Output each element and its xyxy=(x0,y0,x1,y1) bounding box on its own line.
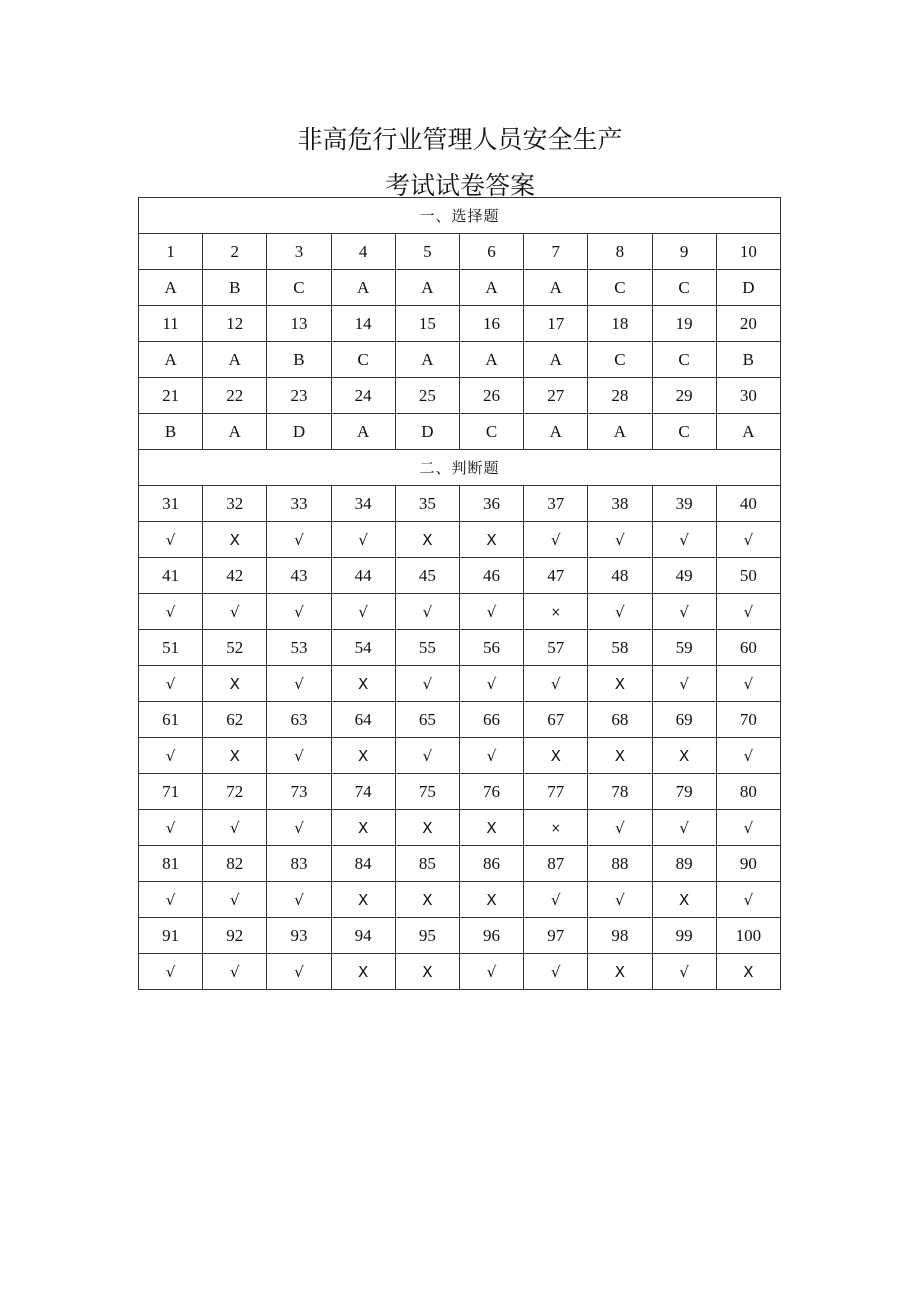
answer-cell: X xyxy=(652,882,716,918)
answer-cell: √ xyxy=(139,522,203,558)
question-number: 51 xyxy=(139,630,203,666)
answer-cell: √ xyxy=(524,666,588,702)
question-number: 44 xyxy=(331,558,395,594)
question-number: 88 xyxy=(588,846,652,882)
question-number: 24 xyxy=(331,378,395,414)
question-number: 34 xyxy=(331,486,395,522)
question-number: 100 xyxy=(716,918,780,954)
question-number: 96 xyxy=(459,918,523,954)
answer-cell: √ xyxy=(267,666,331,702)
question-number: 23 xyxy=(267,378,331,414)
question-number: 40 xyxy=(716,486,780,522)
answer-row xyxy=(139,522,781,558)
question-number: 7 xyxy=(524,234,588,270)
question-number: 99 xyxy=(652,918,716,954)
question-number: 11 xyxy=(139,306,203,342)
answer-cell: √ xyxy=(652,666,716,702)
answer-cell: √ xyxy=(395,738,459,774)
page-subtitle: 考试试卷答案 xyxy=(384,171,535,200)
question-number-row xyxy=(139,918,781,954)
question-number: 1 xyxy=(139,234,203,270)
answer-cell: √ xyxy=(267,594,331,630)
answer-cell: √ xyxy=(139,738,203,774)
answer-cell: X xyxy=(524,738,588,774)
question-number: 56 xyxy=(459,630,523,666)
question-number: 79 xyxy=(652,774,716,810)
question-number-row xyxy=(139,558,781,594)
answer-cell: X xyxy=(459,882,523,918)
question-number: 12 xyxy=(203,306,267,342)
answer-cell: √ xyxy=(652,954,716,990)
answer-cell: B xyxy=(267,342,331,378)
answer-cell: X xyxy=(203,666,267,702)
answer-cell: √ xyxy=(331,594,395,630)
answer-cell: √ xyxy=(716,666,780,702)
question-number: 53 xyxy=(267,630,331,666)
answer-cell: √ xyxy=(588,810,652,846)
answer-cell: X xyxy=(395,954,459,990)
question-number: 94 xyxy=(331,918,395,954)
question-number-row xyxy=(139,378,781,414)
answer-cell: X xyxy=(459,810,523,846)
answer-cell: √ xyxy=(203,810,267,846)
question-number: 10 xyxy=(716,234,780,270)
question-number: 9 xyxy=(652,234,716,270)
answer-cell: √ xyxy=(716,522,780,558)
answer-cell: D xyxy=(395,414,459,450)
answer-cell: X xyxy=(331,666,395,702)
question-number: 35 xyxy=(395,486,459,522)
question-number: 42 xyxy=(203,558,267,594)
answer-cell: √ xyxy=(395,594,459,630)
question-number: 32 xyxy=(203,486,267,522)
answer-cell: √ xyxy=(267,522,331,558)
answer-cell: C xyxy=(267,270,331,306)
question-number: 73 xyxy=(267,774,331,810)
page-title: 非高危行业管理人员安全生产 xyxy=(297,125,623,154)
answer-cell: X xyxy=(395,810,459,846)
question-number: 86 xyxy=(459,846,523,882)
question-number: 60 xyxy=(716,630,780,666)
question-number: 25 xyxy=(395,378,459,414)
answer-cell: A xyxy=(459,270,523,306)
answer-cell: C xyxy=(652,270,716,306)
answer-row xyxy=(139,666,781,702)
answer-cell: C xyxy=(652,342,716,378)
question-number-row xyxy=(139,306,781,342)
question-number: 84 xyxy=(331,846,395,882)
answer-cell: √ xyxy=(267,810,331,846)
answer-row xyxy=(139,594,781,630)
question-number: 13 xyxy=(267,306,331,342)
question-number: 71 xyxy=(139,774,203,810)
question-number: 69 xyxy=(652,702,716,738)
question-number: 61 xyxy=(139,702,203,738)
question-number: 52 xyxy=(203,630,267,666)
section-heading: 一、选择题 xyxy=(139,198,781,234)
question-number-row xyxy=(139,234,781,270)
question-number: 17 xyxy=(524,306,588,342)
question-number: 27 xyxy=(524,378,588,414)
answer-cell: √ xyxy=(395,666,459,702)
question-number: 55 xyxy=(395,630,459,666)
question-number: 39 xyxy=(652,486,716,522)
answer-cell: B xyxy=(139,414,203,450)
answer-cell: A xyxy=(524,342,588,378)
question-number: 80 xyxy=(716,774,780,810)
answer-table xyxy=(138,197,781,990)
answer-cell: √ xyxy=(716,594,780,630)
answer-cell: √ xyxy=(459,738,523,774)
question-number: 57 xyxy=(524,630,588,666)
question-number: 14 xyxy=(331,306,395,342)
section2-header-row xyxy=(139,450,781,486)
answer-cell: √ xyxy=(139,810,203,846)
answer-cell: A xyxy=(395,342,459,378)
answer-cell: √ xyxy=(139,954,203,990)
answer-cell: A xyxy=(716,414,780,450)
question-number: 68 xyxy=(588,702,652,738)
question-number: 58 xyxy=(588,630,652,666)
question-number: 78 xyxy=(588,774,652,810)
question-number: 33 xyxy=(267,486,331,522)
question-number: 76 xyxy=(459,774,523,810)
question-number: 47 xyxy=(524,558,588,594)
answer-cell: X xyxy=(588,666,652,702)
answer-cell: C xyxy=(331,342,395,378)
answer-cell: X xyxy=(331,810,395,846)
question-number: 30 xyxy=(716,378,780,414)
question-number: 72 xyxy=(203,774,267,810)
answer-cell: C xyxy=(588,342,652,378)
question-number: 65 xyxy=(395,702,459,738)
question-number: 64 xyxy=(331,702,395,738)
question-number-row xyxy=(139,702,781,738)
question-number: 16 xyxy=(459,306,523,342)
answer-cell: √ xyxy=(267,882,331,918)
answer-cell: X xyxy=(395,522,459,558)
question-number: 50 xyxy=(716,558,780,594)
question-number: 98 xyxy=(588,918,652,954)
question-number: 89 xyxy=(652,846,716,882)
section-heading: 二、判断题 xyxy=(139,450,781,486)
question-number: 97 xyxy=(524,918,588,954)
question-number: 74 xyxy=(331,774,395,810)
question-number: 26 xyxy=(459,378,523,414)
question-number: 77 xyxy=(524,774,588,810)
section1-header-row xyxy=(139,198,781,234)
question-number: 3 xyxy=(267,234,331,270)
question-number: 75 xyxy=(395,774,459,810)
answer-cell: √ xyxy=(139,882,203,918)
question-number-row xyxy=(139,774,781,810)
question-number: 41 xyxy=(139,558,203,594)
answer-cell: X xyxy=(203,738,267,774)
question-number: 95 xyxy=(395,918,459,954)
question-number: 45 xyxy=(395,558,459,594)
question-number: 90 xyxy=(716,846,780,882)
answer-cell: X xyxy=(652,738,716,774)
question-number: 28 xyxy=(588,378,652,414)
answer-cell: √ xyxy=(267,738,331,774)
answer-cell: √ xyxy=(524,954,588,990)
question-number: 22 xyxy=(203,378,267,414)
answer-cell: A xyxy=(203,414,267,450)
question-number: 46 xyxy=(459,558,523,594)
question-number: 82 xyxy=(203,846,267,882)
question-number: 20 xyxy=(716,306,780,342)
answer-cell: X xyxy=(331,882,395,918)
question-number: 8 xyxy=(588,234,652,270)
question-number: 6 xyxy=(459,234,523,270)
question-number: 21 xyxy=(139,378,203,414)
question-number: 48 xyxy=(588,558,652,594)
question-number: 31 xyxy=(139,486,203,522)
question-number: 54 xyxy=(331,630,395,666)
answer-cell: √ xyxy=(652,522,716,558)
answer-cell: √ xyxy=(459,954,523,990)
answer-cell: X xyxy=(716,954,780,990)
answer-cell: √ xyxy=(139,666,203,702)
question-number: 5 xyxy=(395,234,459,270)
answer-cell: A xyxy=(331,414,395,450)
question-number: 38 xyxy=(588,486,652,522)
question-number: 59 xyxy=(652,630,716,666)
question-number: 62 xyxy=(203,702,267,738)
answer-cell: A xyxy=(139,342,203,378)
answer-cell: √ xyxy=(524,882,588,918)
answer-row xyxy=(139,738,781,774)
question-number: 81 xyxy=(139,846,203,882)
answer-cell: √ xyxy=(588,522,652,558)
answer-cell: B xyxy=(716,342,780,378)
question-number: 93 xyxy=(267,918,331,954)
answer-cell: A xyxy=(139,270,203,306)
question-number: 70 xyxy=(716,702,780,738)
question-number: 37 xyxy=(524,486,588,522)
answer-cell: √ xyxy=(716,882,780,918)
answer-row xyxy=(139,810,781,846)
question-number: 83 xyxy=(267,846,331,882)
question-number: 4 xyxy=(331,234,395,270)
answer-cell: √ xyxy=(203,594,267,630)
answer-cell: × xyxy=(524,810,588,846)
answer-cell: √ xyxy=(459,666,523,702)
answer-cell: X xyxy=(588,954,652,990)
answer-cell: X xyxy=(459,522,523,558)
answer-row xyxy=(139,954,781,990)
question-number: 92 xyxy=(203,918,267,954)
question-number-row xyxy=(139,486,781,522)
answer-cell: √ xyxy=(203,882,267,918)
answer-cell: X xyxy=(395,882,459,918)
answer-cell: √ xyxy=(652,594,716,630)
question-number: 67 xyxy=(524,702,588,738)
answer-cell: C xyxy=(588,270,652,306)
answer-cell: X xyxy=(331,738,395,774)
question-number: 49 xyxy=(652,558,716,594)
answer-cell: A xyxy=(203,342,267,378)
answer-cell: √ xyxy=(588,594,652,630)
question-number: 66 xyxy=(459,702,523,738)
answer-cell: √ xyxy=(524,522,588,558)
answer-cell: X xyxy=(588,738,652,774)
answer-cell: √ xyxy=(267,954,331,990)
answer-cell: √ xyxy=(139,594,203,630)
answer-cell: √ xyxy=(331,522,395,558)
answer-row xyxy=(139,342,781,378)
answer-cell: D xyxy=(716,270,780,306)
answer-cell: A xyxy=(331,270,395,306)
question-number: 91 xyxy=(139,918,203,954)
question-number: 43 xyxy=(267,558,331,594)
question-number: 85 xyxy=(395,846,459,882)
answer-row xyxy=(139,270,781,306)
answer-cell: C xyxy=(652,414,716,450)
answer-cell: X xyxy=(203,522,267,558)
answer-cell: A xyxy=(395,270,459,306)
question-number: 63 xyxy=(267,702,331,738)
answer-cell: A xyxy=(524,414,588,450)
answer-cell: D xyxy=(267,414,331,450)
question-number: 29 xyxy=(652,378,716,414)
answer-cell: √ xyxy=(652,810,716,846)
question-number: 19 xyxy=(652,306,716,342)
question-number: 18 xyxy=(588,306,652,342)
answer-row xyxy=(139,414,781,450)
answer-cell: √ xyxy=(203,954,267,990)
question-number: 2 xyxy=(203,234,267,270)
answer-cell: A xyxy=(459,342,523,378)
answer-cell: × xyxy=(524,594,588,630)
question-number-row xyxy=(139,846,781,882)
answer-cell: X xyxy=(331,954,395,990)
answer-cell: C xyxy=(459,414,523,450)
answer-cell: √ xyxy=(716,810,780,846)
answer-cell: A xyxy=(588,414,652,450)
question-number-row xyxy=(139,630,781,666)
answer-cell: √ xyxy=(588,882,652,918)
answer-cell: √ xyxy=(716,738,780,774)
question-number: 36 xyxy=(459,486,523,522)
answer-cell: B xyxy=(203,270,267,306)
answer-cell: √ xyxy=(459,594,523,630)
answer-row xyxy=(139,882,781,918)
question-number: 87 xyxy=(524,846,588,882)
question-number: 15 xyxy=(395,306,459,342)
answer-cell: A xyxy=(524,270,588,306)
